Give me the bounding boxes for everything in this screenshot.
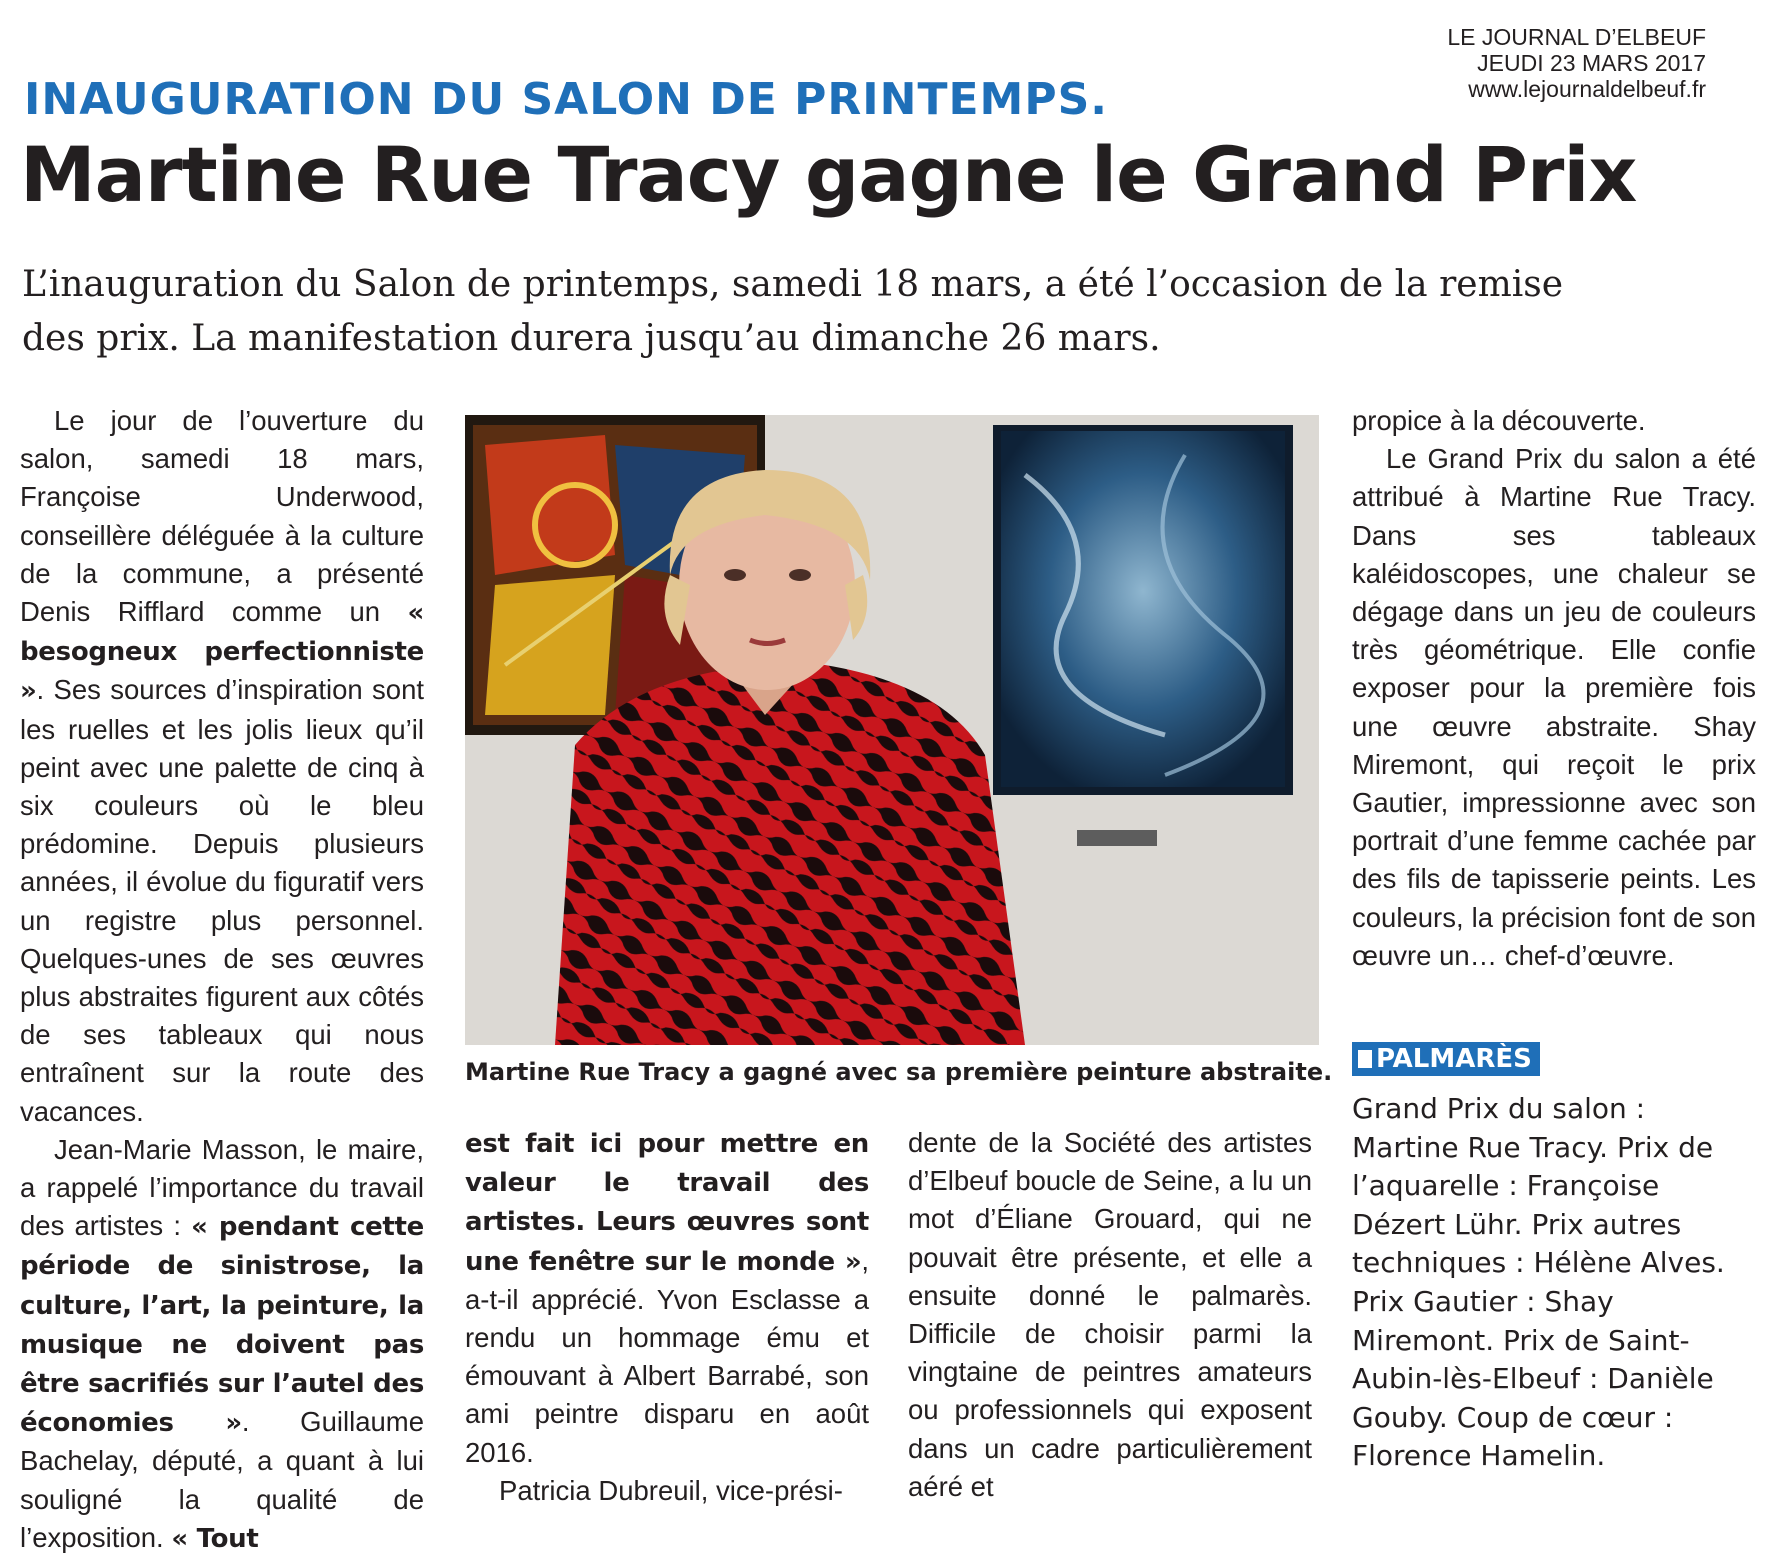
text-run: . Guillaume Bachelay, député, a quant à lui souligné la qualité de l’exposition. (20, 1406, 424, 1553)
paragraph (20, 1131, 424, 1558)
journal-url[interactable]: www.lejournaldelbeuf.fr (1468, 76, 1706, 102)
paragraph (465, 1124, 869, 1472)
text-run: . Ses sources d’inspiration sont les ruelles et les jolis lieux qu’il peint avec une palette de cinq à six couleurs où le bleu prédomine. Depuis plusieurs années, il évolue du figuratif vers un registre plus personnel. Quelques-unes de ses œuvres plus abstraites figurent aux côtés de ses tableaux qui nous entraînent sur la route des vacances. (20, 674, 424, 1127)
chapo: L’inauguration du Salon de printemps, samedi 18 mars, a été l’occasion de la remise des prix. La manifestation durera jusqu’au dimanche 26 mars. (22, 264, 1564, 359)
text-run: Le jour de l’ouverture du salon, samedi 18 mars, Françoise Underwood, conseillère déléguée à la culture de la commune, a présenté Denis Rifflard comme un (20, 405, 424, 628)
palmares-heading (1352, 1042, 1540, 1076)
paragraph: Le Grand Prix du salon a été attribué à Martine Rue Tracy. Dans ses tableaux kaléidoscopes, une chaleur se dégage dans un jeu de couleurs très géométrique. Elle confie exposer pour la première fois une œuvre abstraite. Shay Miremont, qui reçoit le prix Gautier, impressionne avec son portrait d’une femme cachée par des fils de tapisserie peints. Les couleurs, la précision font de son œuvre un… chef-d’œuvre. (1352, 443, 1756, 971)
quote-bold: « Tout (171, 1523, 259, 1554)
quote-bold: « pendant cette période de sinistrose, la culture, l’art, la peinture, la musique ne doivent pas être sacrifiés sur l’autel des économies » (20, 1212, 424, 1439)
paragraph (20, 402, 424, 1131)
masthead (1447, 24, 1706, 102)
article-column-2 (465, 1124, 869, 1510)
article-column-4 (1352, 402, 1756, 975)
photo-caption: Martine Rue Tracy a gagné avec sa première peinture abstraite. (465, 1058, 1333, 1086)
paragraph: dente de la Société des artistes d’Elbeuf boucle de Seine, a lu un mot d’Éliane Grouard, qui ne pouvait être présente, et elle a ensuite donné le palmarès. Difficile de choisir parmi la vingtaine de peintres amateurs ou professionnels qui exposent dans un cadre particulièrement aéré et (908, 1127, 1312, 1502)
paragraph: propice à la découverte. (1352, 405, 1646, 436)
headline: Martine Rue Tracy gagne le Grand Prix (20, 130, 1637, 219)
palmares-text: Grand Prix du salon : Martine Rue Tracy. Prix de l’aquarelle : Françoise Dézert Lühr. Prix autres techniques : Hélène Alves. Prix Gautier : Shay Miremont. Prix de Saint-Aubin-lès-Elbeuf : Danièle Gouby. Coup de cœur : Florence Hamelin. (1352, 1092, 1725, 1473)
paragraph: Patricia Dubreuil, vice-prési- (499, 1474, 843, 1506)
quote-bold: est fait ici pour mettre en valeur le travail des artistes. Leurs œuvres sont une fenêtre sur le monde » (465, 1129, 869, 1277)
text-run: Jean-Marie Masson, le maire, a rappelé l’importance du travail des artistes : (20, 1133, 424, 1242)
text-run: , a-t-il apprécié. Yvon Esclasse a rendu un hommage ému et émouvant à Albert Barrabé, son ami peintre disparu en août 2016. (465, 1244, 869, 1468)
article-photo (465, 415, 1319, 1045)
kicker: INAUGURATION DU SALON DE PRINTEMPS. (24, 74, 1108, 125)
article-column-3 (908, 1124, 1312, 1506)
journal-name: LE JOURNAL D’ELBEUF (1447, 24, 1706, 50)
photo-illustration (465, 415, 1319, 1045)
palmares-title: PALMARÈS (1376, 1044, 1532, 1074)
quote-bold: « besogneux perfectionniste » (20, 598, 424, 707)
square-bullet-icon (1358, 1050, 1372, 1068)
issue-date: JEUDI 23 MARS 2017 (1477, 50, 1706, 76)
article-column-1 (20, 402, 424, 1558)
